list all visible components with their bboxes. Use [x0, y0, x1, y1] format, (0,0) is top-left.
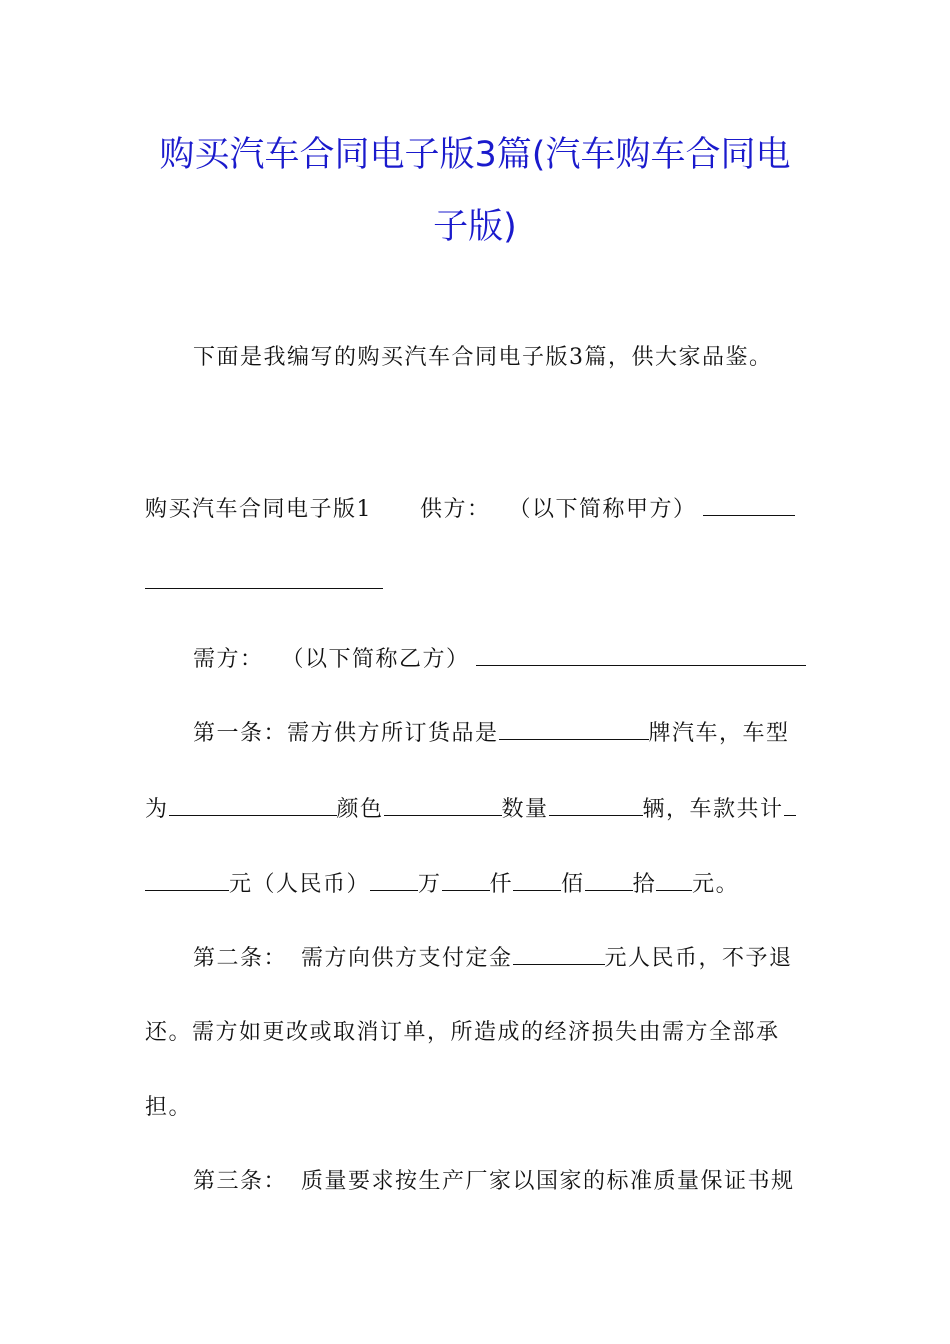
article-1-text-f: 辆，车款共计 [642, 797, 784, 822]
supplier-continuation-line [145, 568, 383, 597]
document-title-line-2: 子版) [433, 207, 517, 247]
article-1-text-g: 元（人民币） [229, 872, 371, 897]
document-title-line-1: 购买汽车合同电子版3篇(汽车购车合同电 [159, 135, 791, 175]
supplier-name-blank-continued[interactable] [145, 568, 383, 589]
article-3-text-b: 质量要求按生产厂家以国家的标准质量保证书规 [301, 1169, 795, 1194]
contract-1-heading: 购买汽车合同电子版1 [145, 497, 372, 522]
article-1-line-1 [193, 719, 790, 748]
article-1-line-2 [145, 795, 796, 824]
contract-1-header-line [145, 495, 795, 524]
intro-paragraph [193, 344, 773, 372]
buyer-line [193, 645, 806, 674]
article-1-text-c: 为 [145, 797, 169, 822]
article-1-text-b: 牌汽车，车型 [648, 721, 790, 746]
shi-blank[interactable] [585, 870, 633, 891]
bai-blank[interactable] [513, 870, 561, 891]
article-2-text-b: 需方向供方支付定金 [301, 946, 513, 971]
brand-blank[interactable] [499, 719, 649, 740]
article-2-line-2 [145, 1019, 780, 1047]
article-3-label: 第三条： [193, 1169, 288, 1194]
total-blank-start[interactable] [784, 795, 796, 816]
article-2-text-c: 元人民币，不予退 [604, 946, 793, 971]
color-blank[interactable] [384, 795, 502, 816]
unit-qian: 仟 [489, 872, 514, 897]
article-1-text-d: 颜色 [336, 797, 384, 822]
article-1-line-3 [145, 870, 739, 899]
quantity-blank[interactable] [549, 795, 643, 816]
unit-shi: 拾 [632, 872, 657, 897]
buyer-label: 需方： [193, 647, 264, 672]
article-3-line-1 [193, 1168, 795, 1196]
buyer-note: （以下简称乙方） [281, 647, 470, 672]
article-1-text-e: 数量 [501, 797, 549, 822]
article-2-text-line-2: 还。需方如更改或取消订单，所造成的经济损失由需方全部承 [145, 1020, 780, 1045]
intro-text: 下面是我编写的购买汽车合同电子版3篇，供大家品鉴。 [193, 345, 773, 370]
deposit-blank[interactable] [513, 944, 605, 965]
article-1-text-a: 第一条：需方供方所订货品是 [193, 721, 499, 746]
wan-blank[interactable] [370, 870, 418, 891]
supplier-name-blank[interactable] [703, 495, 795, 516]
supplier-label: 供方： [420, 497, 491, 522]
unit-wan: 万 [418, 872, 442, 897]
qian-blank[interactable] [442, 870, 490, 891]
total-amount-blank[interactable] [145, 870, 229, 891]
unit-bai: 佰 [561, 872, 585, 897]
yuan-blank[interactable] [656, 870, 692, 891]
article-2-text-line-3: 担。 [145, 1095, 193, 1120]
article-2-line-1 [193, 944, 793, 973]
article-2-label: 第二条： [193, 946, 288, 971]
unit-yuan: 元。 [692, 872, 740, 897]
supplier-note: （以下简称甲方） [508, 497, 697, 522]
model-blank[interactable] [169, 795, 337, 816]
buyer-name-blank[interactable] [476, 645, 806, 666]
article-2-line-3 [145, 1094, 192, 1122]
